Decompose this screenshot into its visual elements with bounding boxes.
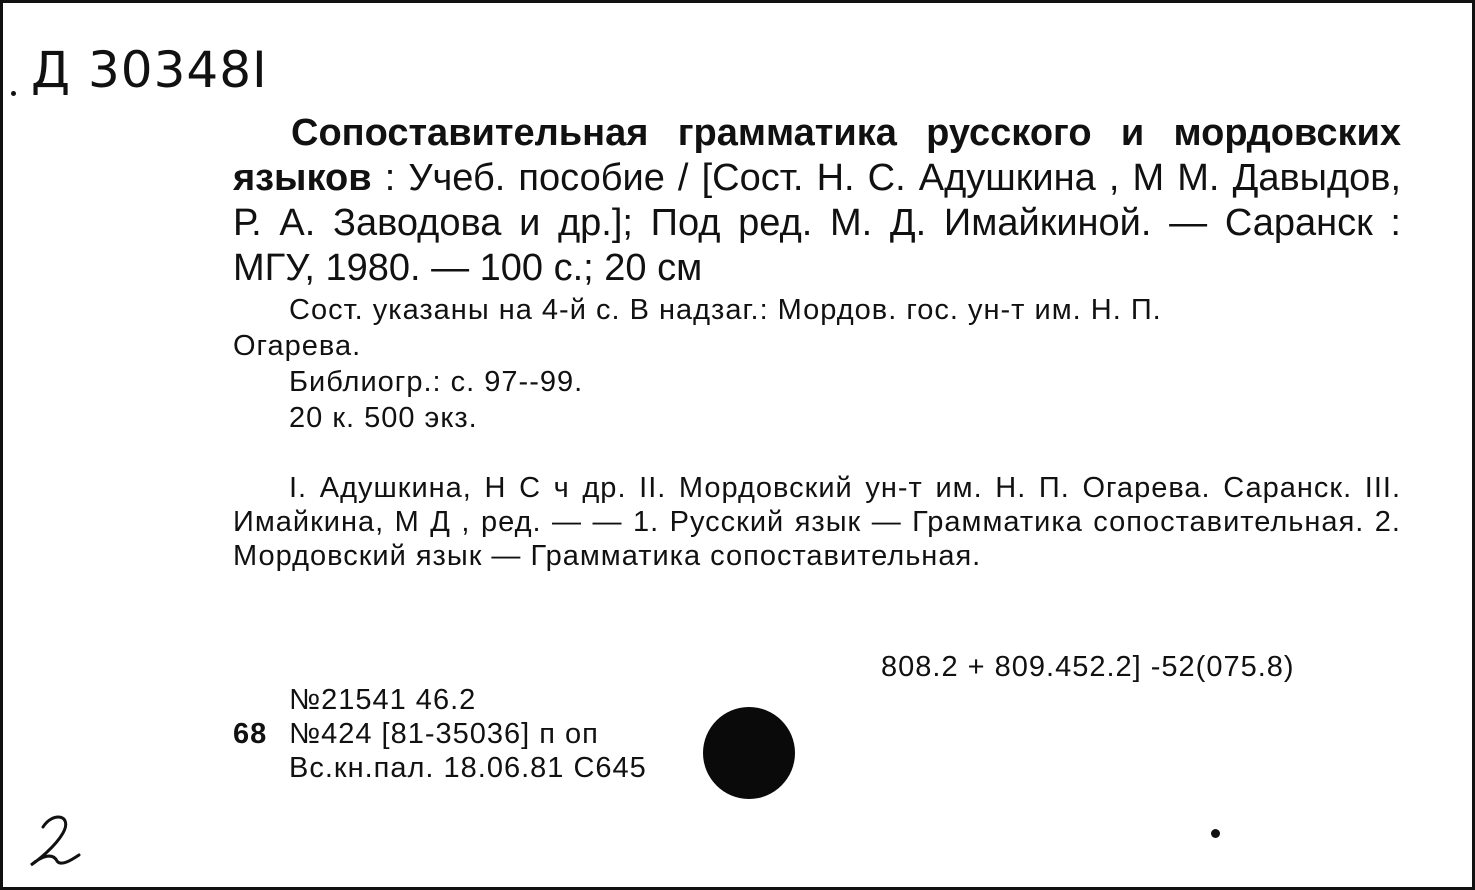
ink-dot [11,91,16,96]
order-line: №424 [81-35036] п оп [289,718,599,750]
storage-info [233,683,647,785]
print-line: Вс.кн.пал. 18.06.81 С645 [289,752,647,784]
book-title: Сопоставительная грамматика русского и мордовских языков [233,112,1401,199]
compilers-note: Сост. указаны на 4-й с. В надзаг.: Мордов. гос. ун-т им. Н. П. [289,294,1162,326]
tracings-text: I. Адушкина, Н С ч др. II. Мордовский ун-т им. Н. П. Огарева. Саранск. III. Имайкина, М Д , ред. — — 1. Русский язык — Грамматика сопоставительная. 2. Мордовский язык — Грамматика сопоставительная. [233,472,1401,572]
handwritten-number: Д 30348I [31,41,268,99]
price-note: 20 к. 500 экз. [289,402,478,434]
compilers-note-cont: Огарева. [233,330,362,362]
handwritten-mark-icon [23,809,93,869]
tracings [233,471,1401,573]
order-number: 68 [233,718,268,750]
publication-details: : Учеб. пособие / [Сост. Н. С. Адушкина , М М. Давыдов, Р. А. Заводова и др.]; Под ред. М. Д. Имайкиной. — Саранск : МГУ, 1980. — 100 с.; 20 см [233,157,1401,289]
bibliographic-description [233,111,1401,291]
code-line: №21541 46.2 [289,684,477,716]
bibliography-note: Библиогр.: с. 97--99. [289,366,584,398]
ink-dot [1211,829,1220,838]
udc-index: 808.2 + 809.452.2] -52(075.8) [881,651,1295,683]
punch-hole [703,707,795,799]
